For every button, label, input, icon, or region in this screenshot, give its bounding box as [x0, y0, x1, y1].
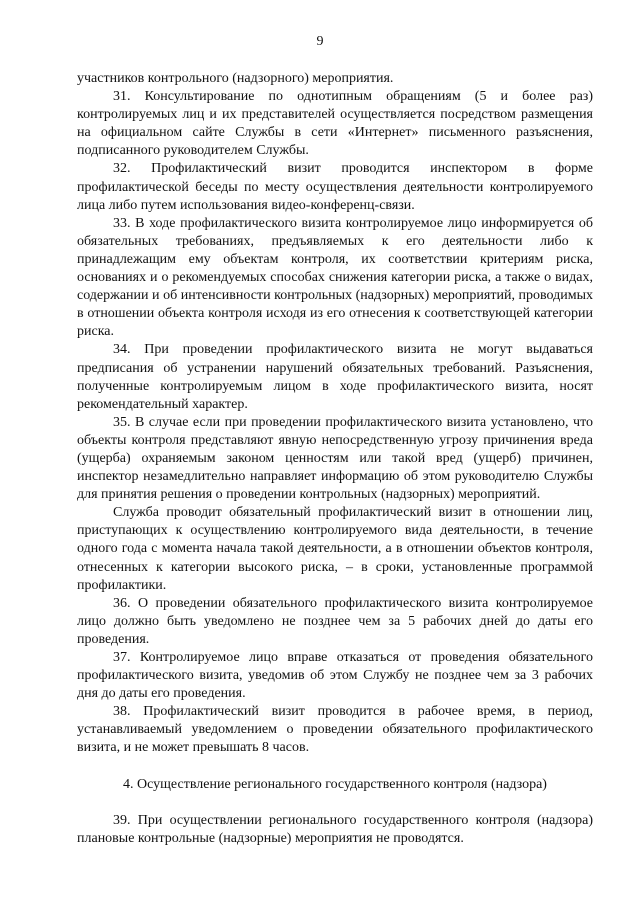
- section-heading: 4. Осуществление регионального государственного контроля (надзора): [123, 776, 547, 792]
- paragraph-33: 33. В ходе профилактического визита контролируемое лицо информируется об обязательных требованиях, предъявляемых к его деятельности либо к принадлежащим ему объектам контроля, их соответствии критериям риска, основаниях и о рекомендуемых способах снижения категории риска, а также о видах, содержании и об интенсивности контрольных (надзорных) мероприятий, проводимых в отношении объекта контроля исходя из его отнесения к соответствующей категории риска.: [77, 215, 593, 340]
- paragraph-34: 34. При проведении профилактического визита не могут выдаваться предписания об устранении нарушений обязательных требований. Разъяснения, полученные контролируемым лицом в ходе профилактического визита, носят рекомендательный характер.: [77, 342, 593, 412]
- document-body: [77, 70, 593, 848]
- paragraph-38: 38. Профилактический визит проводится в рабочее время, в период, устанавливаемый уведомлением о проведении обязательного профилактического визита, и не может превышать 8 часов.: [77, 704, 593, 756]
- page-number: 9: [316, 34, 324, 49]
- paragraph-32: 32. Профилактический визит проводится инспектором в форме профилактической беседы по месту осуществления деятельности контролируемого лица либо путем использования видео-конференц-связи.: [77, 161, 593, 213]
- paragraph-37: 37. Контролируемое лицо вправе отказаться от проведения обязательного профилактического визита, уведомив об этом Службу не позднее чем за 3 рабочих дня до даты его проведения.: [77, 650, 593, 702]
- paragraph-mandatory-visit: Служба проводит обязательный профилактический визит в отношении лиц, приступающих к осуществлению контролируемого вида деятельности, в течение одного года с момента начала такой деятельности, а в отношении объектов контроля, отнесенных к категории высокого риска, – в сроки, установленные программой профилактики.: [77, 505, 593, 593]
- paragraph-35: 35. В случае если при проведении профилактического визита установлено, что объекты контроля представляют явную непосредственную угрозу причинения вреда (ущерба) охраняемым законом ценностям или такой вред (ущерб) причинен, инспектор незамедлительно направляет информацию об этом руководителю Службы для принятия решения о проведении контрольных (надзорных) мероприятий.: [77, 414, 593, 503]
- paragraph-continuation: участников контрольного (надзорного) мероприятия.: [77, 71, 394, 86]
- paragraph-39: 39. При осуществлении регионального государственного контроля (надзора) плановые контрольные (надзорные) мероприятия не проводятся.: [77, 812, 593, 846]
- paragraph-31: 31. Консультирование по однотипным обращениям (5 и более раз) контролируемых лиц и их представителей осуществляется посредством размещения на официальном сайте Службы в сети «Интернет» письменного разъяснения, подписанного руководителем Службы.: [77, 89, 593, 159]
- paragraph-36: 36. О проведении обязательного профилактического визита контролируемое лицо должно быть уведомлено не позднее чем за 5 рабочих дней до даты его проведения.: [77, 595, 593, 647]
